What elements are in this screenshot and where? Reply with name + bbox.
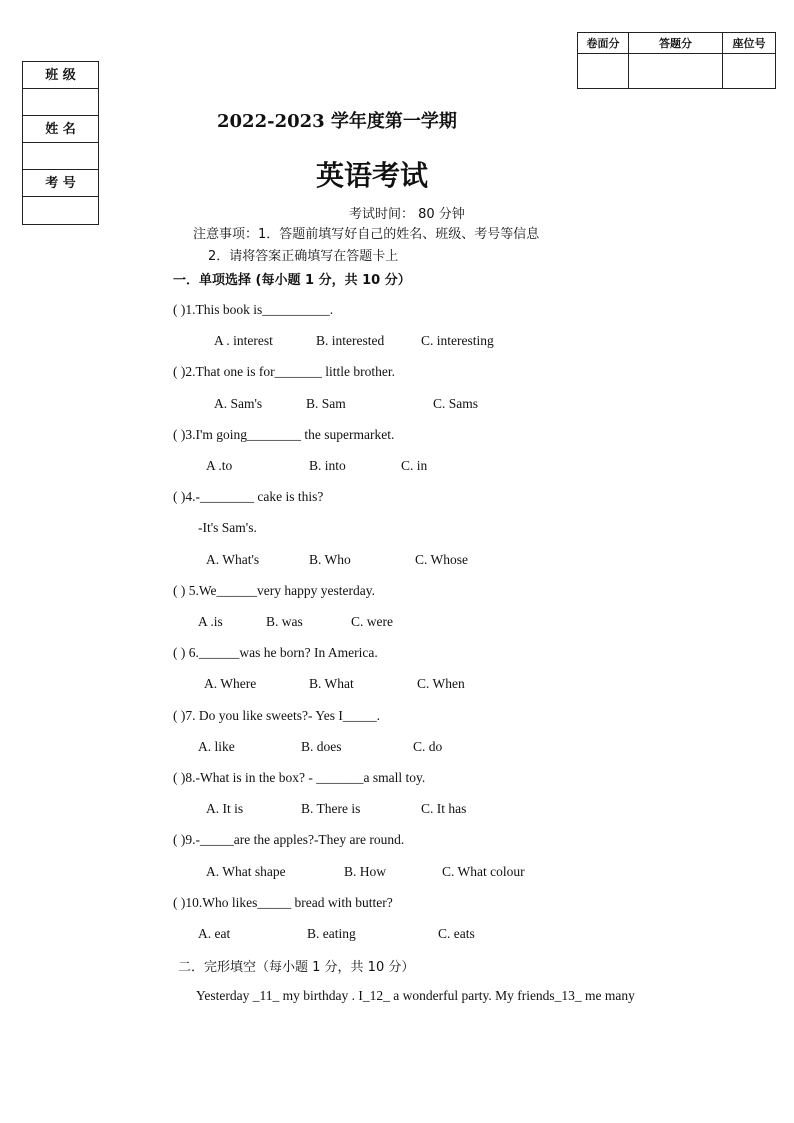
q9-option-a: A. What shape <box>206 864 286 879</box>
q7-option-c: C. do <box>413 739 443 754</box>
q6-option-b: B. What <box>309 676 354 691</box>
q5-option-b: B. was <box>266 614 303 629</box>
question-4-reply: -It's Sam's. <box>198 520 257 535</box>
q8-option-b: B. There is <box>301 801 361 816</box>
q9-option-c: C. What colour <box>442 864 525 879</box>
q3-option-b: B. into <box>309 458 346 473</box>
question-7: ( )7. Do you like sweets?- Yes I_____. <box>173 708 380 723</box>
q2-option-c: C. Sams <box>433 396 479 411</box>
q2-option-b: B. Sam <box>306 396 346 411</box>
q6-option-c: C. When <box>417 676 465 691</box>
score-header-paper: 卷面分 <box>578 33 629 54</box>
exam-time: 考试时间： 80 分钟 <box>349 207 465 222</box>
q10-option-b: B. eating <box>307 926 356 941</box>
exam-note-2: 2．请将答案正确填写在答题卡上 <box>208 249 399 264</box>
q9-option-b: B. How <box>344 864 387 879</box>
q7-option-a: A. like <box>198 739 235 754</box>
cloze-passage: Yesterday _11_ my birthday . I_12_ a wonderful party. My friends_13_ me many <box>196 988 635 1003</box>
exam-note-1: 注意事项：1．答题前填写好自己的姓名、班级、考号等信息 <box>193 227 540 242</box>
q7-option-b: B. does <box>301 739 342 754</box>
question-6: ( ) 6.______was he born? In America. <box>173 645 378 660</box>
question-9: ( )9.-_____are the apples?-They are round. <box>173 832 405 847</box>
info-field-id[interactable] <box>23 197 98 224</box>
info-label-class: 班 级 <box>23 62 98 89</box>
score-cell-answer[interactable] <box>629 54 723 89</box>
question-10: ( )10.Who likes_____ bread with butter? <box>173 895 393 910</box>
q4-option-b: B. Who <box>309 552 351 567</box>
q5-option-a: A .is <box>198 614 223 629</box>
score-table <box>577 32 776 89</box>
q10-option-c: C. eats <box>438 926 475 941</box>
question-2: ( )2.That one is for_______ little brother. <box>173 364 395 379</box>
section-1-heading: 一．单项选择 (每小题 1 分，共 10 分） <box>173 273 411 288</box>
question-1: ( )1.This book is__________. <box>173 302 334 317</box>
q10-option-a: A. eat <box>198 926 231 941</box>
student-info-box <box>22 61 99 225</box>
info-field-name[interactable] <box>23 143 98 170</box>
q8-option-a: A. It is <box>206 801 244 816</box>
exam-title: 英语考试 <box>316 159 429 192</box>
score-header-answer: 答题分 <box>629 33 723 54</box>
q3-option-c: C. in <box>401 458 428 473</box>
q5-option-c: C. were <box>351 614 393 629</box>
q4-option-c: C. Whose <box>415 552 468 567</box>
q6-option-a: A. Where <box>204 676 257 691</box>
section-2-heading: 二．完形填空（每小题 1 分，共 10 分） <box>178 960 415 975</box>
question-4: ( )4.-________ cake is this? <box>173 489 324 504</box>
q1-option-a: A . interest <box>214 333 273 348</box>
score-cell-paper[interactable] <box>578 54 629 89</box>
info-label-name: 姓 名 <box>23 116 98 143</box>
question-8: ( )8.-What is in the box? - _______a small toy. <box>173 770 426 785</box>
q8-option-c: C. It has <box>421 801 467 816</box>
info-label-id: 考 号 <box>23 170 98 197</box>
q1-option-c: C. interesting <box>421 333 494 348</box>
q3-option-a: A .to <box>206 458 233 473</box>
question-3: ( )3.I'm going________ the supermarket. <box>173 427 395 442</box>
q2-option-a: A. Sam's <box>214 396 263 411</box>
score-cell-seat[interactable] <box>723 54 776 89</box>
q4-option-a: A. What's <box>206 552 260 567</box>
exam-term: 2022-2023 学年度第一学期 <box>217 111 457 132</box>
info-field-class[interactable] <box>23 89 98 116</box>
question-5: ( ) 5.We______very happy yesterday. <box>173 583 375 598</box>
score-header-seat: 座位号 <box>723 33 776 54</box>
q1-option-b: B. interested <box>316 333 385 348</box>
